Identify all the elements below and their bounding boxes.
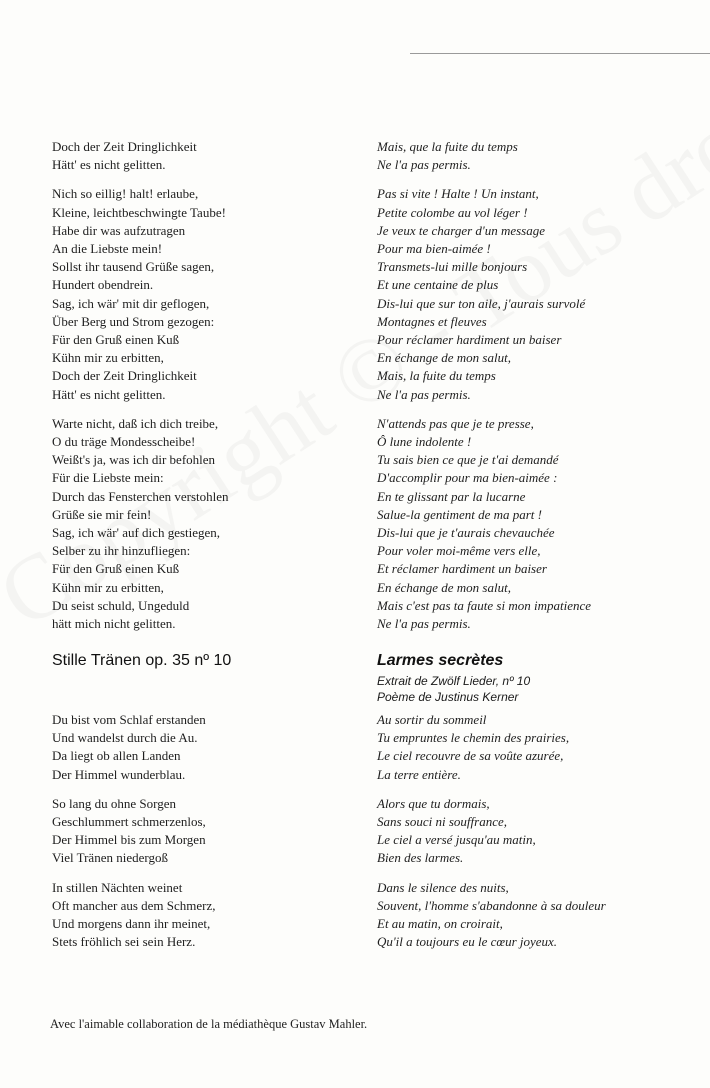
verse-line: Ne l'a pas permis. <box>377 386 471 402</box>
verse-line: Der Himmel wunderblau. <box>52 766 186 782</box>
verse-line: An die Liebste mein! <box>52 241 163 257</box>
verse-line: Kleine, leichtbeschwingte Taube! <box>52 204 226 220</box>
verse-line: Et une centaine de plus <box>377 277 499 293</box>
verse-line: La terre entière. <box>377 766 461 782</box>
stanza <box>377 879 687 952</box>
stanza <box>52 185 352 403</box>
verse-line: Transmets-lui mille bonjours <box>377 259 528 275</box>
verse-line: Weißt's ja, was ich dir befohlen <box>52 452 216 468</box>
verse-line: Ô lune indolente ! <box>377 434 472 450</box>
stanza <box>377 415 687 633</box>
verse-line: Pas si vite ! Halte ! Un instant, <box>377 186 539 202</box>
verse-line: Hätt' es nicht gelitten. <box>52 386 166 402</box>
stanza <box>52 415 352 633</box>
verse-line: Qu'il a toujours eu le cœur joyeux. <box>377 934 558 950</box>
verse-line: Mais c'est pas ta faute si mon impatience <box>377 597 591 613</box>
footer-credit: Avec l'aimable collaboration de la médiathèque Gustav Mahler. <box>50 1017 368 1031</box>
song2-subtitle-poet: Poème de Justinus Kerner <box>377 690 519 704</box>
verse-line: Für die Liebste mein: <box>52 470 164 486</box>
top-rule <box>410 53 710 54</box>
stanza <box>377 795 687 868</box>
verse-line: Kühn mir zu erbitten, <box>52 579 164 595</box>
stanza <box>52 879 352 952</box>
verse-line: Viel Tränen niedergoß <box>52 850 168 866</box>
verse-line: Le ciel a versé jusqu'au matin, <box>377 832 536 848</box>
verse-line: Für den Gruß einen Kuß <box>52 332 180 348</box>
verse-line: Petite colombe au vol léger ! <box>377 204 528 220</box>
verse-line: Tu sais bien ce que je t'ai demandé <box>377 452 559 468</box>
verse-line: Sag, ich wär' auf dich gestiegen, <box>52 525 221 541</box>
verse-line: Geschlummert schmerzenlos, <box>52 814 206 830</box>
stanza <box>52 795 352 868</box>
verse-line: Au sortir du sommeil <box>377 712 487 727</box>
verse-line: Mais, que la fuite du temps <box>377 139 518 154</box>
verse-line: Je veux te charger d'un message <box>377 222 545 238</box>
verse-line: En échange de mon salut, <box>377 350 511 366</box>
verse-line: Dis-lui que sur ton aile, j'aurais survolé <box>377 295 586 311</box>
verse-line: Du bist vom Schlaf erstanden <box>52 712 206 727</box>
verse-line: hätt mich nicht gelitten. <box>52 616 176 632</box>
verse-line: N'attends pas que je te presse, <box>377 415 534 431</box>
verse-line: Doch der Zeit Dringlichkeit <box>52 139 197 154</box>
verse-line: Hundert obendrein. <box>52 277 154 293</box>
verse-line: Doch der Zeit Dringlichkeit <box>52 368 197 384</box>
song1-german-text <box>52 138 352 644</box>
song2-title-german: Stille Tränen op. 35 nº 10 <box>52 652 232 669</box>
verse-line: D'accomplir pour ma bien-aimée : <box>377 470 558 486</box>
verse-line: En échange de mon salut, <box>377 579 511 595</box>
verse-line: Habe dir was aufzutragen <box>52 222 186 238</box>
verse-line: Dans le silence des nuits, <box>377 879 509 895</box>
verse-line: Sans souci ni souffrance, <box>377 814 507 830</box>
verse-line: Le ciel recouvre de sa voûte azurée, <box>377 748 564 764</box>
stanza <box>377 711 687 784</box>
verse-line: Für den Gruß einen Kuß <box>52 561 180 577</box>
verse-line: Et réclamer hardiment un baiser <box>377 561 547 577</box>
song2-subtitle-source: Extrait de Zwölf Lieder, nº 10 <box>377 674 531 688</box>
verse-line: Sag, ich wär' mit dir geflogen, <box>52 295 210 311</box>
stanza <box>52 711 352 784</box>
verse-line: In stillen Nächten weinet <box>52 879 183 895</box>
verse-line: Da liegt ob allen Landen <box>52 748 181 764</box>
verse-line: Über Berg und Strom gezogen: <box>52 313 215 329</box>
stanza <box>377 138 687 174</box>
verse-line: Ne l'a pas permis. <box>377 616 471 632</box>
verse-line: Nich so eillig! halt! erlaube, <box>52 186 199 202</box>
verse-line: Warte nicht, daß ich dich treibe, <box>52 415 219 431</box>
song2-title-french: Larmes secrètes <box>377 652 504 669</box>
verse-line: Souvent, l'homme s'abandonne à sa douleur <box>377 897 606 913</box>
verse-line: Grüße sie mir fein! <box>52 506 152 522</box>
verse-line: Salue-la gentiment de ma part ! <box>377 506 542 522</box>
verse-line: Bien des larmes. <box>377 850 464 866</box>
song2-french-text <box>377 711 687 962</box>
verse-line: Tu empruntes le chemin des prairies, <box>377 730 570 746</box>
song1-french-text <box>377 138 687 644</box>
verse-line: Dis-lui que je t'aurais chevauchée <box>377 525 555 541</box>
verse-line: Durch das Fensterchen verstohlen <box>52 488 229 504</box>
verse-line: Pour réclamer hardiment un baiser <box>377 332 562 348</box>
verse-line: Hätt' es nicht gelitten. <box>52 157 166 173</box>
verse-line: Und wandelst durch die Au. <box>52 730 198 746</box>
stanza <box>52 138 352 174</box>
verse-line: Sollst ihr tausend Grüße sagen, <box>52 259 215 275</box>
verse-line: Pour voler moi-même vers elle, <box>377 543 541 559</box>
verse-line: Et au matin, on croirait, <box>377 916 503 932</box>
verse-line: Der Himmel bis zum Morgen <box>52 832 206 848</box>
verse-line: Pour ma bien-aimée ! <box>377 241 491 257</box>
verse-line: Ne l'a pas permis. <box>377 157 471 173</box>
verse-line: Du seist schuld, Ungeduld <box>52 597 190 613</box>
verse-line: Und morgens dann ihr meinet, <box>52 916 211 932</box>
verse-line: Alors que tu dormais, <box>377 795 490 811</box>
verse-line: O du träge Mondesscheibe! <box>52 434 196 450</box>
verse-line: Montagnes et fleuves <box>377 313 487 329</box>
stanza <box>377 185 687 403</box>
verse-line: Oft mancher aus dem Schmerz, <box>52 897 216 913</box>
verse-line: So lang du ohne Sorgen <box>52 795 176 811</box>
song2-german-text <box>52 711 352 962</box>
verse-line: Stets fröhlich sei sein Herz. <box>52 934 196 950</box>
verse-line: En te glissant par la lucarne <box>377 488 526 504</box>
verse-line: Kühn mir zu erbitten, <box>52 350 164 366</box>
verse-line: Mais, la fuite du temps <box>377 368 496 384</box>
verse-line: Selber zu ihr hinzufliegen: <box>52 543 191 559</box>
